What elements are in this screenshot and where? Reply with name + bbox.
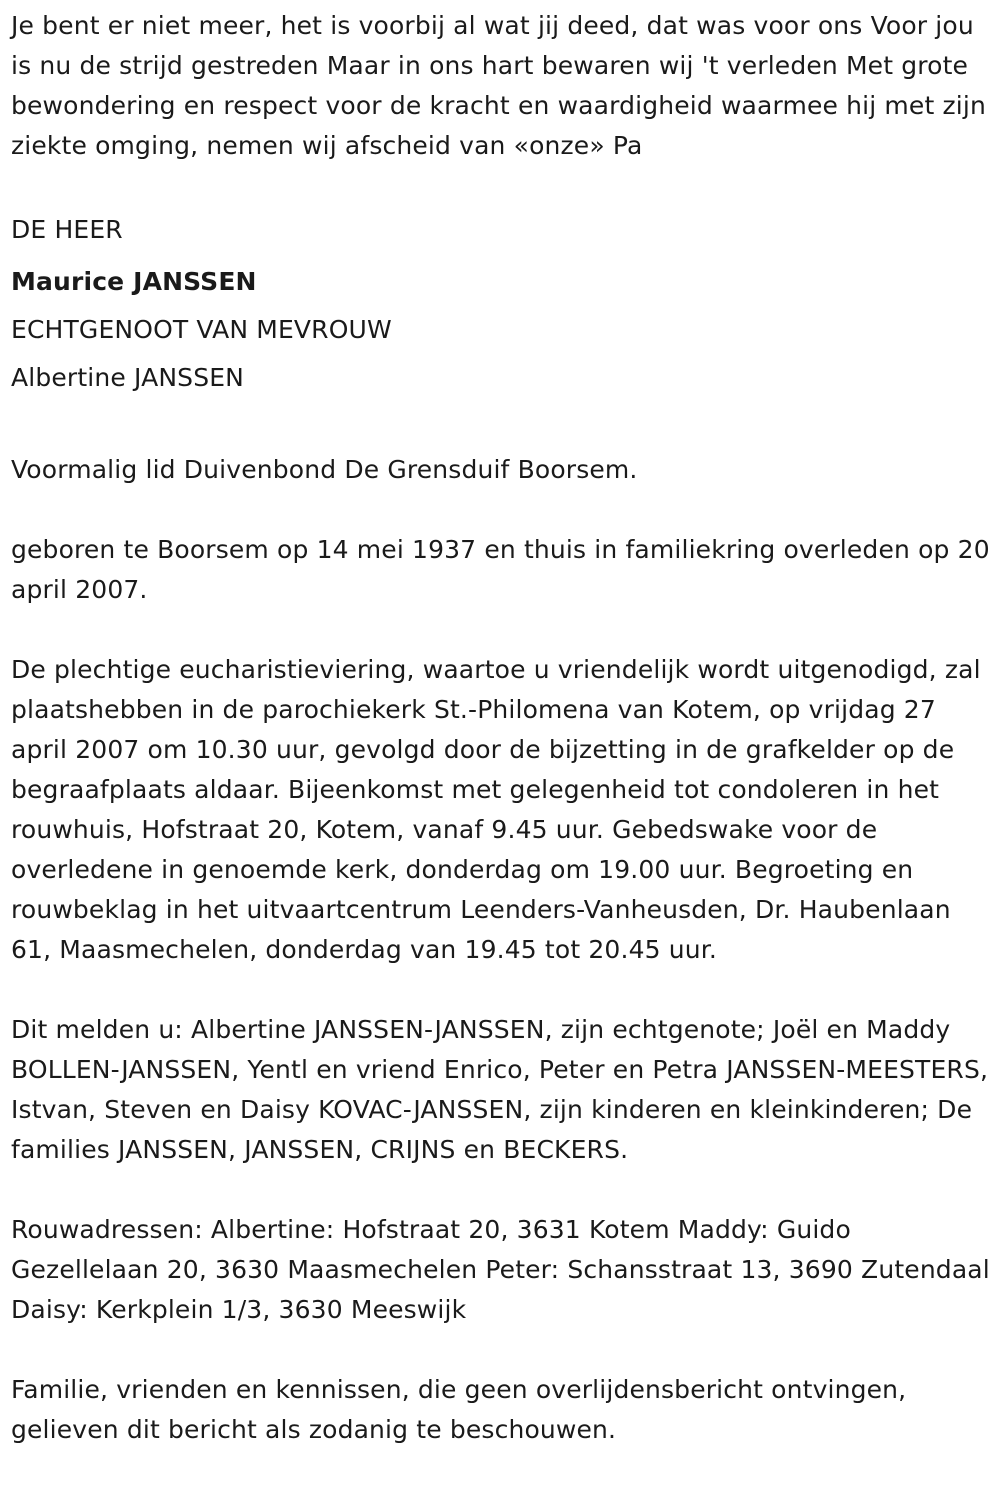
announcers-text: Dit melden u: Albertine JANSSEN-JANSSEN, zijn echtgenote; Joël en Maddy BOLLEN-JANSSEN, Yentl en vriend Enrico, Peter en Petra JANSSEN-MEESTERS, Istvan, Steven en Daisy KOVAC-JANSSEN, zijn kinderen en kleinkinderen; De families JANSSEN, JANSSEN, CRIJNS en BECKERS.: [11, 1015, 989, 1164]
birth-death-text: geboren te Boorsem op 14 mei 1937 en thuis in familiekring overleden op 20 april 2007.: [11, 535, 990, 604]
relation-line: ECHTGENOOT VAN MEVROUW: [11, 315, 392, 344]
spouse-name: Albertine JANSSEN: [11, 363, 245, 392]
closing-text: Familie, vrienden en kennissen, die geen overlijdensbericht ontvingen, gelieven dit bericht als zodanig te beschouwen.: [11, 1375, 907, 1444]
deceased-title: DE HEER: [11, 215, 123, 244]
ceremony-text: De plechtige eucharistieviering, waartoe u vriendelijk wordt uitgenodigd, zal plaatshebben in de parochiekerk St.-Philomena van Kotem, op vrijdag 27 april 2007 om 10.30 uur, gevolgd door de bijzetting in de grafkelder op de begraafplaats aldaar. Bijeenkomst met gelegenheid tot condoleren in het rouwhuis, Hofstraat 20, Kotem, vanaf 9.45 uur. Gebedswake voor de overledene in genoemde kerk, donderdag om 19.00 uur. Begroeting en rouwbeklag in het uitvaartcentrum Leenders-Vanheusden, Dr. Haubenlaan 61, Maasmechelen, donderdag van 19.45 tot 20.45 uur.: [11, 655, 981, 964]
addresses-text: Rouwadressen: Albertine: Hofstraat 20, 3631 Kotem Maddy: Guido Gezellelaan 20, 3630 Maasmechelen Peter: Schansstraat 13, 3690 Zutendaal Daisy: Kerkplein 1/3, 3630 Meeswijk: [11, 1215, 990, 1324]
deceased-name: Maurice JANSSEN: [11, 267, 257, 296]
intro-poem: Je bent er niet meer, het is voorbij al wat jij deed, dat was voor ons Voor jou is nu de strijd gestreden Maar in ons hart bewaren wij 't verleden Met grote bewondering en respect voor de kracht en waardigheid waarmee hij met zijn ziekte omging, nemen wij afscheid van «onze» Pa: [11, 11, 986, 160]
membership-text: Voormalig lid Duivenbond De Grensduif Boorsem.: [11, 455, 638, 484]
